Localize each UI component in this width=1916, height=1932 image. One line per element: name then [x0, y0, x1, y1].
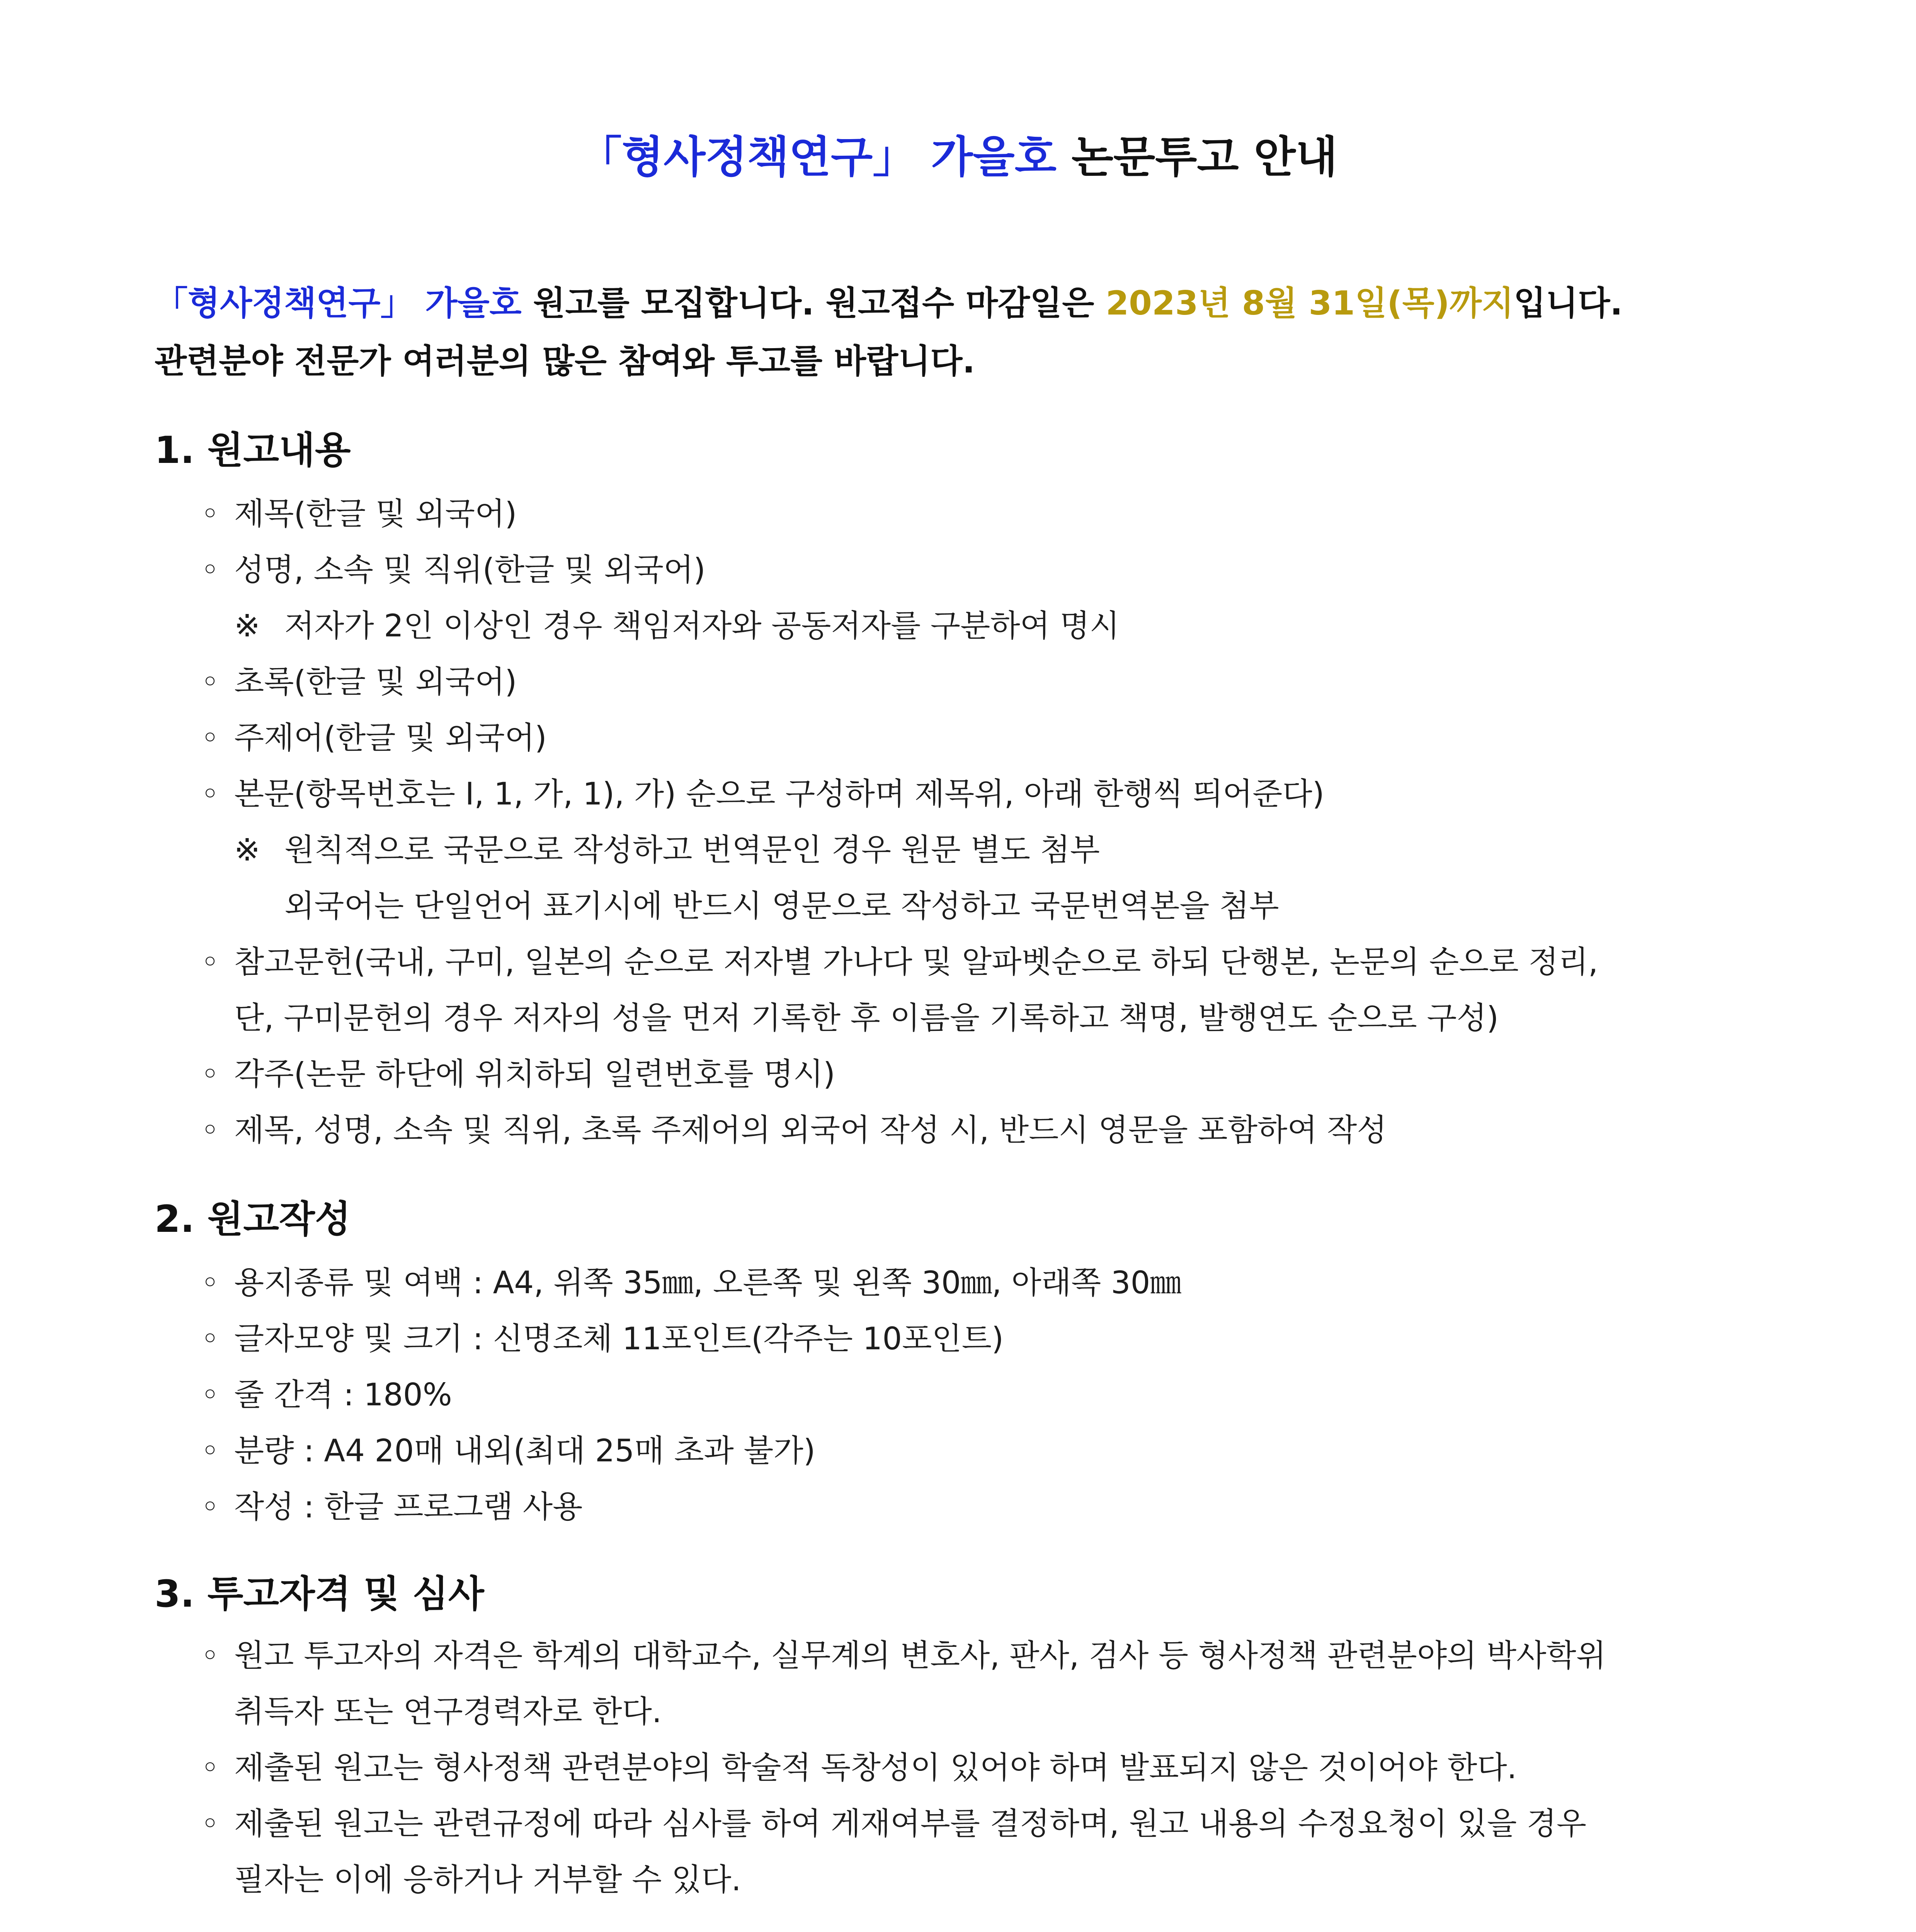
note-continuation: 외국어는 단일언어 표기시에 반드시 영문으로 작성하고 국문번역본을 첨부 [284, 888, 1279, 924]
section-heading-eligibility: 3. 투고자격 및 심사 [155, 1572, 484, 1616]
intro-deadline: 2023년 8월 31일(목)까지 [1106, 284, 1514, 323]
list-item-continuation: 필자는 이에 응하거나 거부할 수 있다. [234, 1862, 741, 1898]
list-item-continuation: 단, 구미문헌의 경우 저자의 성을 먼저 기록한 후 이름을 기록하고 책명, 발행연도 순으로 구성) [234, 1000, 1499, 1036]
list-item: ◦ 글자모양 및 크기 : 신명조체 11포인트(각주는 10포인트) [201, 1321, 1004, 1357]
list-item: ◦ 줄 간격 : 180% [201, 1377, 452, 1413]
list-item: ◦ 각주(논문 하단에 위치하되 일련번호를 명시) [201, 1056, 835, 1092]
list-item: ◦ 제목, 성명, 소속 및 직위, 초록 주제어의 외국어 작성 시, 반드시 영문을 포함하여 작성 [201, 1112, 1387, 1148]
title-rest: 논문투고 안내 [1056, 132, 1337, 182]
section-heading-content: 1. 원고내용 [155, 429, 351, 472]
list-item: ◦ 제목(한글 및 외국어) [201, 496, 517, 532]
list-item: ◦ 원고 투고자의 자격은 학계의 대학교수, 실무계의 변호사, 판사, 검사 등 형사정책 관련분야의 박사학위 [201, 1638, 1606, 1673]
list-item: ◦ 참고문헌(국내, 구미, 일본의 순으로 저자별 가나다 및 알파벳순으로 하되 단행본, 논문의 순으로 정리, [201, 944, 1598, 980]
note-item: ※ 원칙적으로 국문으로 작성하고 번역문인 경우 원문 별도 첨부 [234, 832, 1100, 868]
intro-line-2: 관련분야 전문가 여러분의 많은 참여와 투고를 바랍니다. [155, 342, 975, 381]
list-item: ◦ 본문(항목번호는 Ⅰ, 1, 가, 1), 가) 순으로 구성하며 제목위, 아래 한행씩 띄어준다) [201, 776, 1324, 812]
intro-line-1 [155, 274, 1778, 332]
title-journal-name: 「형사정책연구」 가을호 [579, 132, 1057, 182]
intro-line-1-end: 입니다. [1514, 284, 1623, 323]
intro-line-1-mid: 원고를 모집합니다. 원고접수 마감일은 [521, 284, 1106, 323]
list-item: ◦ 제출된 원고는 관련규정에 따라 심사를 하여 게재여부를 결정하며, 원고 내용의 수정요청이 있을 경우 [201, 1806, 1587, 1842]
list-item-continuation: 취득자 또는 연구경력자로 한다. [234, 1694, 662, 1730]
document-title [0, 131, 1916, 183]
list-item: ◦ 작성 : 한글 프로그램 사용 [201, 1489, 583, 1525]
intro-journal-name: 「형사정책연구」 가을호 [155, 284, 522, 323]
list-item: ◦ 제출된 원고는 형사정책 관련분야의 학술적 독창성이 있어야 하며 발표되지 않은 것이어야 한다. [201, 1750, 1517, 1786]
list-item: ◦ 분량 : A4 20매 내외(최대 25매 초과 불가) [201, 1433, 815, 1469]
list-item: ◦ 용지종류 및 여백 : A4, 위쪽 35㎜, 오른쪽 및 왼쪽 30㎜, 아래쪽 30㎜ [201, 1265, 1181, 1301]
section-heading-writing: 2. 원고작성 [155, 1197, 351, 1241]
intro-paragraph [155, 274, 1778, 390]
note-item: ※ 저자가 2인 이상인 경우 책임저자와 공동저자를 구분하여 명시 [234, 608, 1120, 644]
list-item: ◦ 주제어(한글 및 외국어) [201, 720, 547, 756]
list-item: ◦ 성명, 소속 및 직위(한글 및 외국어) [201, 552, 706, 588]
list-item: ◦ 초록(한글 및 외국어) [201, 664, 517, 700]
